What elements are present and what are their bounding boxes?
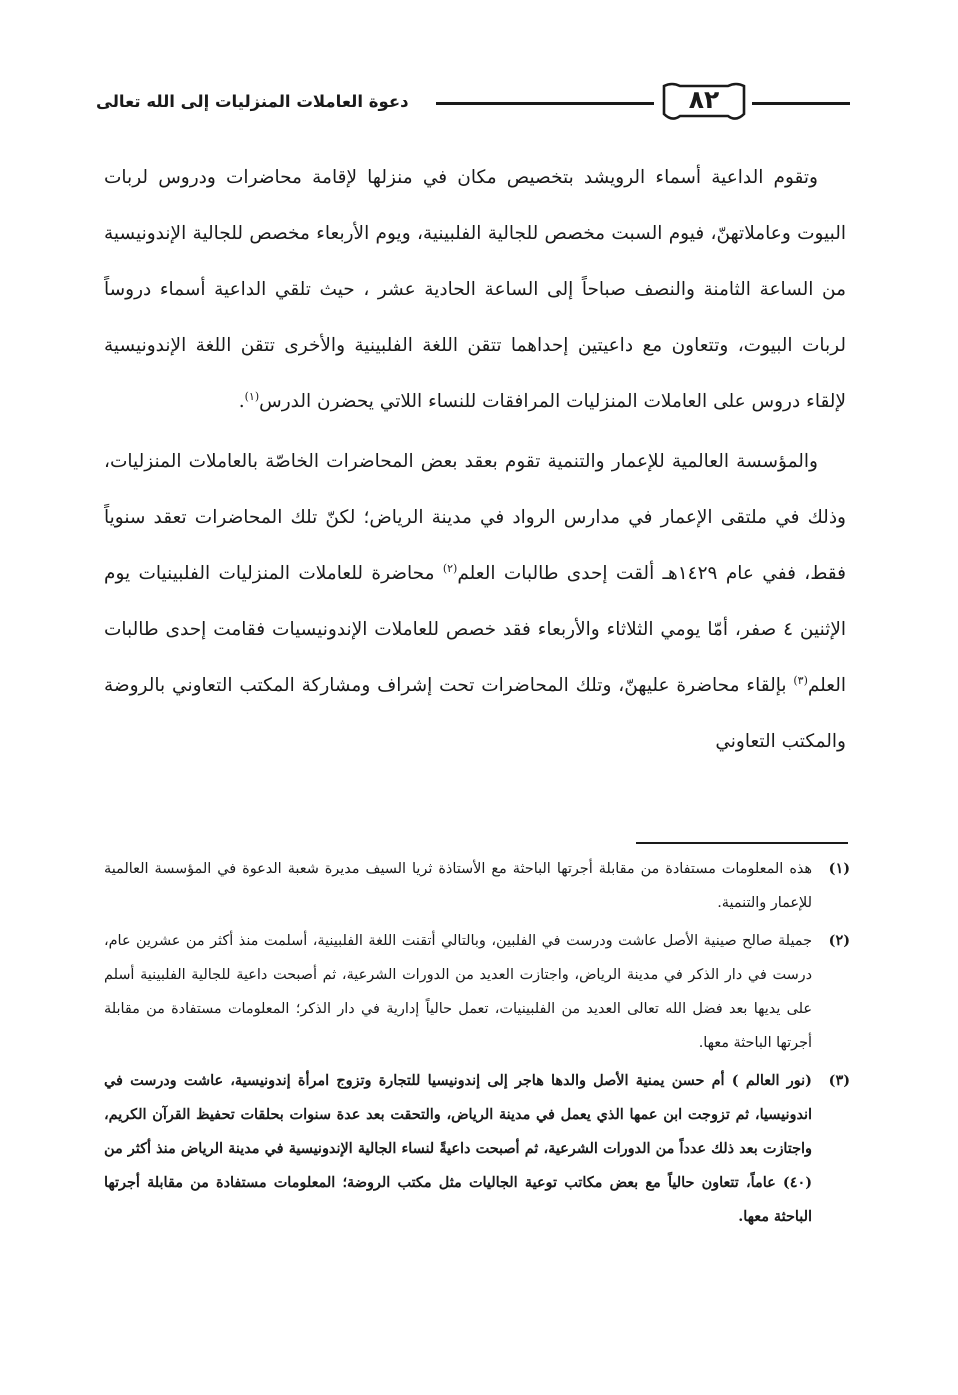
header-rule-middle xyxy=(436,102,654,105)
paragraph-1 xyxy=(104,150,846,430)
footnote-text: (نور العالم ) أم حسن يمنية الأصل والدها هاجر إلى إندونيسيا للتجارة وتزوج امرأة إندونيسية، عاشت ودرست في اندونيسيا، ثم تزوجت ابن عمها الذي يعمل في مدينة الرياض، والتحقت بعد عدة سنوات بحلقات تحفيظ القرآن الكريم، واجتازت بعد ذلك عدداً من الدورات الشرعية، ثم أصبحت داعيةً لنساء الجالية الإندونيسية في مدينة الرياض منذ أكثر من (٤٠) عاماً، تتعاون حالياً مع بعض مكاتب توعية الجاليات مثل مكتب الروضة؛ المعلومات مستفادة من مقابلة أجرتها الباحثة معها. xyxy=(104,1072,812,1225)
footnote-1 xyxy=(104,852,850,920)
header-rule-right xyxy=(752,102,850,105)
footnote-text: هذه المعلومات مستفادة من مقابلة أجرتها الباحثة مع الأستاذة ثريا السيف مديرة شعبة الدعوة في المؤسسة العالمية للإعمار والتنمية. xyxy=(104,861,812,911)
paragraph-2 xyxy=(104,434,846,770)
footnote-3 xyxy=(104,1064,850,1234)
footnote-2 xyxy=(104,924,850,1060)
paragraph-2-part-3: بإلقاء محاضرة عليهنّ، وتلك المحاضرات تحت إشراف ومشاركة المكتب التعاوني بالروضة والمكتب التعاوني xyxy=(104,675,846,752)
footnote-number: (٣) xyxy=(828,1072,850,1089)
footnote-number: (٢) xyxy=(828,932,850,949)
page-number-frame xyxy=(658,80,750,124)
footnote-ref-1[interactable]: (١) xyxy=(244,389,260,403)
footnote-text: جميلة صالح صينية الأصل عاشت ودرست في الفلبين، وبالتالي أتقنت اللغة الفلبينية، أسلمت منذ أكثر من عشرين عام، درست في دار الذكر في مدينة الرياض، واجتازت العديد من الدورات الشرعية، ثم أصبحت داعية للجالية الفلبينية أسلم على يديها بعد فضل الله تعالى العديد من الفلبينيات، تعمل حالياً إدارية في دار الذكر؛ المعلومات مستفادة من مقابلة أجرتها الباحثة معها. xyxy=(104,933,812,1051)
footnotes xyxy=(104,852,850,1238)
footnote-ref-2[interactable]: (٢) xyxy=(442,561,458,575)
paragraph-2-part-2: محاضرة للعاملات المنزليات الفلبينيات يوم الإثنين ٤ صفر، أمّا يومي الثلاثاء والأربعاء فقد خصص للعاملات الإندونيسيات فقامت إحدى طالبات العلم xyxy=(104,563,847,696)
running-header xyxy=(96,80,850,126)
main-text xyxy=(104,150,846,770)
footnote-number: (١) xyxy=(828,860,850,877)
footnote-separator xyxy=(636,842,848,844)
page-number: ٨٢ xyxy=(688,85,720,114)
footnote-ref-3[interactable]: (٣) xyxy=(793,673,808,687)
paragraph-1-end: . xyxy=(238,391,245,412)
paragraph-2-part-1: والمؤسسة العالمية للإعمار والتنمية تقوم بعقد بعض المحاضرات الخاصّة بالعاملات المنزليات، وذلك في ملتقى الإعمار في مدارس الرواد في مدينة الرياض؛ لكنّ تلك المحاضرات تعقد سنوياً فقط، ففي عام ١٤٢٩هـ ألقت إحدى طالبات العلم xyxy=(104,451,846,584)
running-title: دعوة العاملات المنزليات إلى الله تعالى xyxy=(96,92,409,111)
paragraph-1-text: وتقوم الداعية أسماء الرويشد بتخصيص مكان في منزلها لإقامة محاضرات ودروس لربات البيوت وعاملاتهنّ، فيوم السبت مخصص للجالية الفلبينية، ويوم الأربعاء مخصص للجالية الإندونيسية من الساعة الثامنة والنصف صباحاً إلى الساعة الحادية عشر ، حيث تلقي الداعية أسماء دروساً لربات البيوت، وتتعاون مع داعيتين إحداهما تتقن اللغة الفلبينية والأخرى تتقن اللغة الإندونيسية لإلقاء دروس على العاملات المنزليات المرافقات للنساء اللاتي يحضرن الدرس xyxy=(104,167,846,412)
